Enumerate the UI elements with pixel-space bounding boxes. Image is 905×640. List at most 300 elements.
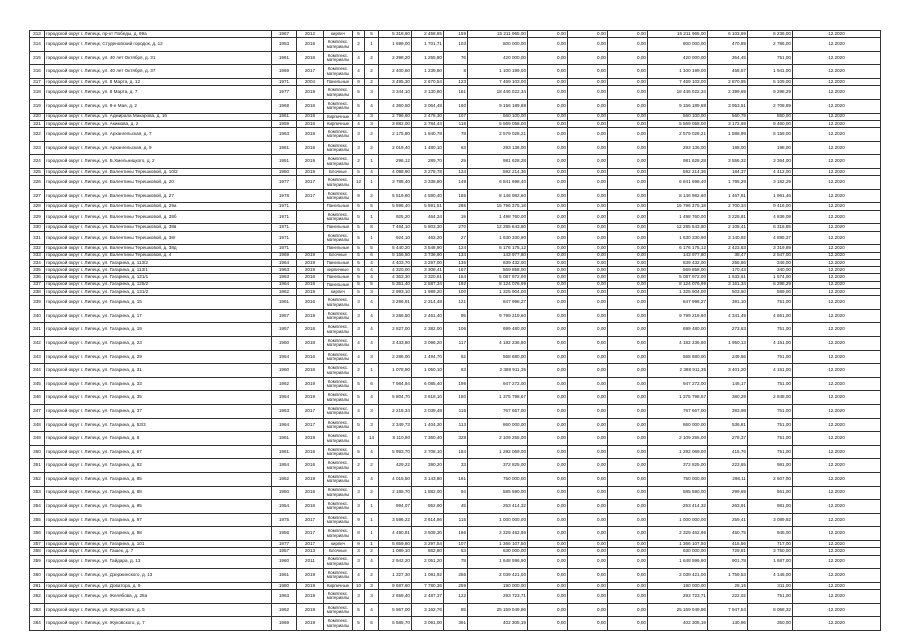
cell-fl: 9 [353,513,365,527]
cell-addr: городской округ г. Липецк, ул. Валентины Терешковой, д. 10/2 [45,168,272,175]
cell-y1: 1953 [272,38,297,52]
cell-c4: 15 211 965,00 [648,31,708,38]
cell-fl: 3 [353,590,365,604]
table-row [30,259,881,266]
cell-area: 1 327,30 [379,569,412,583]
cell-fl: 5 [353,99,365,113]
cell-c6: 589,00 [748,288,793,295]
cell-mat: кирпичные [324,267,353,274]
cell-per: 12.2020 [793,590,881,604]
cell-y1: 1957 [272,323,297,337]
cell-area: 5 596,40 [379,203,412,210]
cell-area: 3 433,80 [379,337,412,351]
cell-c3: 0,00 [608,224,648,231]
cell-c2: 0,00 [568,486,608,500]
cell-c6: 9 298,29 [748,86,793,100]
cell-per: 12.2020 [793,418,881,432]
cell-c5: 298,11 [708,473,748,487]
cell-mat: Комплекс. материалы [324,445,353,459]
table-row [30,617,881,631]
table-row [30,288,881,295]
cell-per: 12.2020 [793,603,881,617]
cell-c1: 0,00 [528,540,568,547]
cell-c6: 4 895,37 [748,231,793,245]
cell-per: 12.2020 [793,128,881,142]
cell-y2: 2016 [297,350,324,364]
cell-n: 333 [30,252,45,259]
cell-cost: 9 156 189,88 [468,99,528,113]
cell-y2: 2018 [297,113,324,120]
cell-per: 12.2020 [793,168,881,175]
cell-addr: городской округ г. Липецк, ул. Гагарина, д. 15 [45,296,272,310]
table-row [30,337,881,351]
cell-fl: 2 [353,38,365,52]
cell-c2: 0,00 [568,296,608,310]
cell-c1: 0,00 [528,141,568,155]
cell-cost: 5 087 972,00 [468,274,528,281]
cell-n: 361 [30,582,45,589]
cell-fl: 5 [353,617,365,631]
cell-cost: 2 109 255,00 [468,432,528,446]
cell-mat: Комплекс. материалы [324,432,353,446]
cell-area2: 2 587,34 [412,281,444,288]
cell-cost: 293 723,71 [468,590,528,604]
cell-c4: 1 498 760,00 [648,210,708,224]
cell-c3: 0,00 [608,259,648,266]
table-row [30,473,881,487]
table-row [30,245,881,252]
cell-per: 12.2020 [793,99,881,113]
cell-c2: 0,00 [568,245,608,252]
cell-n: 344 [30,364,45,378]
cell-c2: 0,00 [568,38,608,52]
cell-res: 100 [444,288,468,295]
cell-addr: городской округ г. Липецк, ул. Гагарина, д. 113/2 [45,259,272,266]
cell-res: 270 [444,224,468,231]
cell-c1: 0,00 [528,323,568,337]
cell-c3: 0,00 [608,65,648,79]
cell-res: 285 [444,203,468,210]
cell-area2: 2 051,20 [412,555,444,569]
cell-c2: 0,00 [568,500,608,514]
cell-en: 8 [365,224,379,231]
cell-c6: 751,00 [748,590,793,604]
table-row [30,99,881,113]
cell-c4: 592 214,36 [648,168,708,175]
cell-en: 5 [365,245,379,252]
cell-c3: 0,00 [608,527,648,541]
cell-n: 357 [30,540,45,547]
cell-en: 4 [365,445,379,459]
cell-c5: 536,81 [708,418,748,432]
cell-c1: 0,00 [528,99,568,113]
cell-cost: 1 375 798,67 [468,391,528,405]
cell-area: 2 827,00 [379,323,412,337]
cell-area: 2 286,00 [379,350,412,364]
cell-area2: 1 081,92 [412,569,444,583]
cell-c3: 0,00 [608,79,648,86]
cell-cost: 2 579 028,21 [468,128,528,142]
cell-y1: 1960 [272,486,297,500]
cell-res: 118 [444,120,468,127]
cell-c2: 0,00 [568,252,608,259]
cell-c3: 0,00 [608,418,648,432]
cell-en: 2 [365,459,379,473]
cell-cost: 699 480,00 [468,323,528,337]
cell-c4: 2 039 421,00 [648,569,708,583]
cell-area2: 3 091,00 [412,617,444,631]
cell-cost: 190 000,00 [468,582,528,589]
cell-n: 360 [30,569,45,583]
cell-fl: 3 [353,486,365,500]
cell-c2: 0,00 [568,527,608,541]
cell-n: 317 [30,79,45,86]
cell-mat: Комплекс. материалы [324,555,353,569]
cell-c6: 945,00 [748,527,793,541]
cell-mat: Кирпичные [324,120,353,127]
cell-y1: 1951 [272,155,297,169]
cell-y2: 2019 [297,309,324,323]
cell-y1: 1969 [272,65,297,79]
cell-c6: 2 547,00 [748,252,793,259]
cell-mat: Комплекс. материалы [324,418,353,432]
cell-area2: 7 780,36 [412,582,444,589]
table-row [30,296,881,310]
cell-c5: 3 401,20 [708,364,748,378]
cell-c1: 0,00 [528,617,568,631]
cell-c1: 0,00 [528,155,568,169]
cell-res: 78 [444,128,468,142]
cell-c5: 3 556,32 [708,155,748,169]
cell-c1: 0,00 [528,473,568,487]
cell-mat: Комплекс. материалы [324,405,353,419]
cell-mat: кирпич [324,288,353,295]
cell-en: 5 [365,617,379,631]
cell-n: 346 [30,391,45,405]
cell-cost: 293 136,00 [468,141,528,155]
cell-c5: 38,47 [708,252,748,259]
cell-c4: 15 796 375,18 [648,203,708,210]
cell-c1: 0,00 [528,79,568,86]
cell-res: 159 [444,31,468,38]
cell-y1: 1969 [272,252,297,259]
cell-per: 12.2020 [793,245,881,252]
cell-addr: городской округ г. Липецк, ул. 40 лет Октября, д. 31 [45,51,272,65]
cell-per: 12.2020 [793,210,881,224]
cell-c2: 0,00 [568,617,608,631]
cell-c5: 249,56 [708,350,748,364]
cell-c4: 1 325 904,00 [648,288,708,295]
cell-c2: 0,00 [568,224,608,231]
cell-c5: 198,00 [708,141,748,155]
cell-mat: Панельные [324,259,353,266]
cell-c6: 3 089,92 [748,513,793,527]
cell-area2: 1 239,80 [412,65,444,79]
cell-n: 336 [30,274,45,281]
cell-area2: 3 096,20 [412,337,444,351]
cell-c4: 7 469 103,00 [648,79,708,86]
cell-per: 12.2020 [793,259,881,266]
cell-y1: 1961 [272,113,297,120]
table-row [30,350,881,364]
cell-c2: 0,00 [568,281,608,288]
cell-c4: 1 292 069,00 [648,445,708,459]
cell-area2: 3 320,61 [412,274,444,281]
cell-en: 6 [365,252,379,259]
cell-per: 12.2020 [793,350,881,364]
cell-c6: 1 574,00 [748,274,793,281]
cell-y1: 1971 [272,231,297,245]
cell-res: 117 [444,337,468,351]
cell-c6: 1 961,46 [748,189,793,203]
cell-mat: Кирпичные [324,113,353,120]
cell-c1: 0,00 [528,224,568,231]
cell-y2 [297,210,324,224]
cell-y2: 2018 [297,500,324,514]
cell-per: 12.2020 [793,513,881,527]
cell-area2: 2 670,54 [412,79,444,86]
cell-c2: 0,00 [568,65,608,79]
cell-addr: городской округ г. Липецк, ул. Гагарина, д. 95 [45,500,272,514]
cell-area: 5 440,20 [379,245,412,252]
cell-c1: 0,00 [528,288,568,295]
cell-c6: 4 151,00 [748,364,793,378]
cell-c4: 585 590,00 [648,486,708,500]
cell-per: 12.2020 [793,120,881,127]
cell-cost: 8 124 076,99 [468,281,528,288]
cell-mat: Панельные [324,224,353,231]
cell-en: 1 [365,540,379,547]
cell-cost: 420 000,00 [468,51,528,65]
cell-area2: 3 548,90 [412,245,444,252]
cell-c5: 1 533,61 [708,274,748,281]
cell-en: 2 [365,548,379,555]
cell-c3: 0,00 [608,473,648,487]
cell-c2: 0,00 [568,350,608,364]
cell-en: 4 [365,309,379,323]
cell-area: 3 495,30 [379,79,412,86]
cell-c4: 1 100 199,00 [648,65,708,79]
cell-c3: 0,00 [608,120,648,127]
cell-y1: 1978 [272,189,297,203]
cell-per: 12.2020 [793,323,881,337]
cell-en: 3 [365,113,379,120]
cell-c6: 2 708,89 [748,99,793,113]
cell-c2: 0,00 [568,99,608,113]
cell-c5: 3 172,69 [708,120,748,127]
cell-en: 1 [365,38,379,52]
cell-c4: 420 000,00 [648,51,708,65]
cell-cost: 15 796 375,18 [468,203,528,210]
cell-c2: 0,00 [568,120,608,127]
cell-fl: 5 [353,210,365,224]
cell-res: 8 [444,65,468,79]
cell-en: 2 [365,189,379,203]
cell-c3: 0,00 [608,391,648,405]
cell-fl: 4 [353,120,365,127]
cell-c6: 4 836,09 [748,210,793,224]
cell-y1: 1963 [272,128,297,142]
cell-c5: 729,81 [708,548,748,555]
cell-per: 12.2020 [793,432,881,446]
cell-c5: 2 423,63 [708,245,748,252]
cell-y2: 2019 [297,267,324,274]
cell-c3: 0,00 [608,540,648,547]
cell-mat: Комплекс. материалы [324,337,353,351]
cell-en: 2 [365,65,379,79]
cell-c2: 0,00 [568,569,608,583]
cell-per: 12.2020 [793,38,881,52]
cell-y2: 2019 [297,432,324,446]
cell-addr: городской округ г. Липецк, ул. Б.Хмельницкого, д. 2 [45,155,272,169]
cell-c1: 0,00 [528,231,568,245]
cell-c3: 0,00 [608,364,648,378]
cell-c5: 3 228,81 [708,210,748,224]
cell-c1: 0,00 [528,203,568,210]
cell-fl: 3 [353,555,365,569]
cell-c4: 1 375 798,67 [648,391,708,405]
cell-c2: 0,00 [568,231,608,245]
cell-area: 2 349,73 [379,418,412,432]
cell-c4: 6 176 175,12 [648,245,708,252]
cell-cost: 4 182 236,80 [468,337,528,351]
cell-c5: 901,78 [708,555,748,569]
cell-addr: городской округ г. Липецк, ул. Гагарина, д. 101 [45,540,272,547]
cell-c3: 0,00 [608,252,648,259]
cell-c4: 1 366 107,50 [648,540,708,547]
cell-c6: 751,00 [748,51,793,65]
cell-c2: 0,00 [568,540,608,547]
cell-fl: 5 [353,231,365,245]
cell-c2: 0,00 [568,364,608,378]
cell-area: 5 659,80 [379,540,412,547]
cell-area2: 4 590,40 [412,189,444,203]
cell-c5: 393,98 [708,405,748,419]
cell-c6: 751,00 [748,377,793,391]
cell-cost: 5 569 058,00 [468,120,528,127]
cell-c5: 450,75 [708,527,748,541]
cell-y2: 2018 [297,99,324,113]
cell-fl: 3 [353,309,365,323]
cell-y2: 2018 [297,281,324,288]
cell-n: 323 [30,141,45,155]
cell-c1: 0,00 [528,281,568,288]
cell-en: 2 [365,51,379,65]
cell-n: 329 [30,210,45,224]
cell-n: 356 [30,527,45,541]
cell-fl: 10 [353,582,365,589]
cell-per: 12.2020 [793,288,881,295]
cell-per: 12.2020 [793,405,881,419]
cell-y1: 1964 [272,350,297,364]
cell-c1: 0,00 [528,364,568,378]
cell-c2: 0,00 [568,79,608,86]
cell-addr: городской округ г. Липецк, ул. 40 лет Октября, д. 37 [45,65,272,79]
cell-area2: 3 297,54 [412,540,444,547]
cell-area2: 1 989,20 [412,288,444,295]
cell-c6: 4 651,00 [748,309,793,323]
cell-addr: городской округ г. Липецк, ул. Валентины Терешковой, д. 38г [45,231,272,245]
cell-area2: 3 614,86 [412,513,444,527]
cell-c2: 0,00 [568,267,608,274]
table-row [30,231,881,245]
cell-c2: 0,00 [568,391,608,405]
cell-area: 2 218,34 [379,405,412,419]
cell-c6: 860,00 [748,113,793,120]
cell-c4: 1 630 330,90 [648,231,708,245]
table-row [30,569,881,583]
cell-y2: 2018 [297,128,324,142]
cell-y1: 1971 [272,79,297,86]
cell-y2: 2017 [297,176,324,190]
cell-per: 12.2020 [793,113,881,120]
cell-en: 2 [365,569,379,583]
cell-fl: 3 [353,128,365,142]
cell-cost: 15 211 965,00 [468,31,528,38]
cell-area2: 289,70 [412,155,444,169]
cell-c4: 767 667,00 [648,405,708,419]
cell-per: 12.2020 [793,377,881,391]
cell-fl: 5 [353,274,365,281]
cell-c3: 0,00 [608,405,648,419]
cell-area: 1 089,10 [379,548,412,555]
cell-cost: 2 388 911,35 [468,364,528,378]
cell-y2: 2017 [297,65,324,79]
cell-c2: 0,00 [568,548,608,555]
cell-fl: 4 [353,65,365,79]
cell-fl: 5 [353,252,365,259]
cell-c6: 6 159,00 [748,128,793,142]
cell-n: 343 [30,350,45,364]
cell-cost: 860 000,00 [468,418,528,432]
cell-c6: 751,00 [748,405,793,419]
table-row [30,500,881,514]
cell-area2: 1 255,80 [412,51,444,65]
cell-y1: 1964 [272,281,297,288]
cell-n: 327 [30,189,45,203]
cell-c2: 0,00 [568,31,608,38]
cell-y2: 2017 [297,418,324,432]
cell-res: 123 [444,79,468,86]
cell-cost: 7 469 103,00 [468,79,528,86]
cell-c2: 0,00 [568,128,608,142]
cell-c6: 3 364,00 [748,155,793,169]
cell-c6: 2 786,00 [748,38,793,52]
cell-mat: Комплекс. материалы [324,210,353,224]
cell-c2: 0,00 [568,309,608,323]
cell-c2: 0,00 [568,603,608,617]
cell-c1: 0,00 [528,245,568,252]
cell-c1: 0,00 [528,377,568,391]
cell-per: 12.2020 [793,296,881,310]
cell-c1: 0,00 [528,350,568,364]
cell-cost: 25 159 049,86 [468,603,528,617]
cell-c3: 0,00 [608,432,648,446]
cell-area: 296,12 [379,155,412,169]
cell-y2: 2016 [297,459,324,473]
cell-mat: Комплекс. материалы [324,231,353,245]
cell-res: 113 [444,418,468,432]
cell-cost: 9 799 219,60 [468,309,528,323]
cell-c5: 263,91 [708,500,748,514]
cell-addr: городской округ г. Липецк, ул. Валентины Терешковой, д. 4 [45,252,272,259]
cell-c6: 5 109,00 [748,79,793,86]
cell-mat: Комплекс. материалы [324,391,353,405]
cell-addr: городской округ г. Липецк, ул. Гагарина, д. 82 [45,459,272,473]
cell-fl: 4 [353,337,365,351]
cell-c3: 0,00 [608,86,648,100]
table-row [30,79,881,86]
